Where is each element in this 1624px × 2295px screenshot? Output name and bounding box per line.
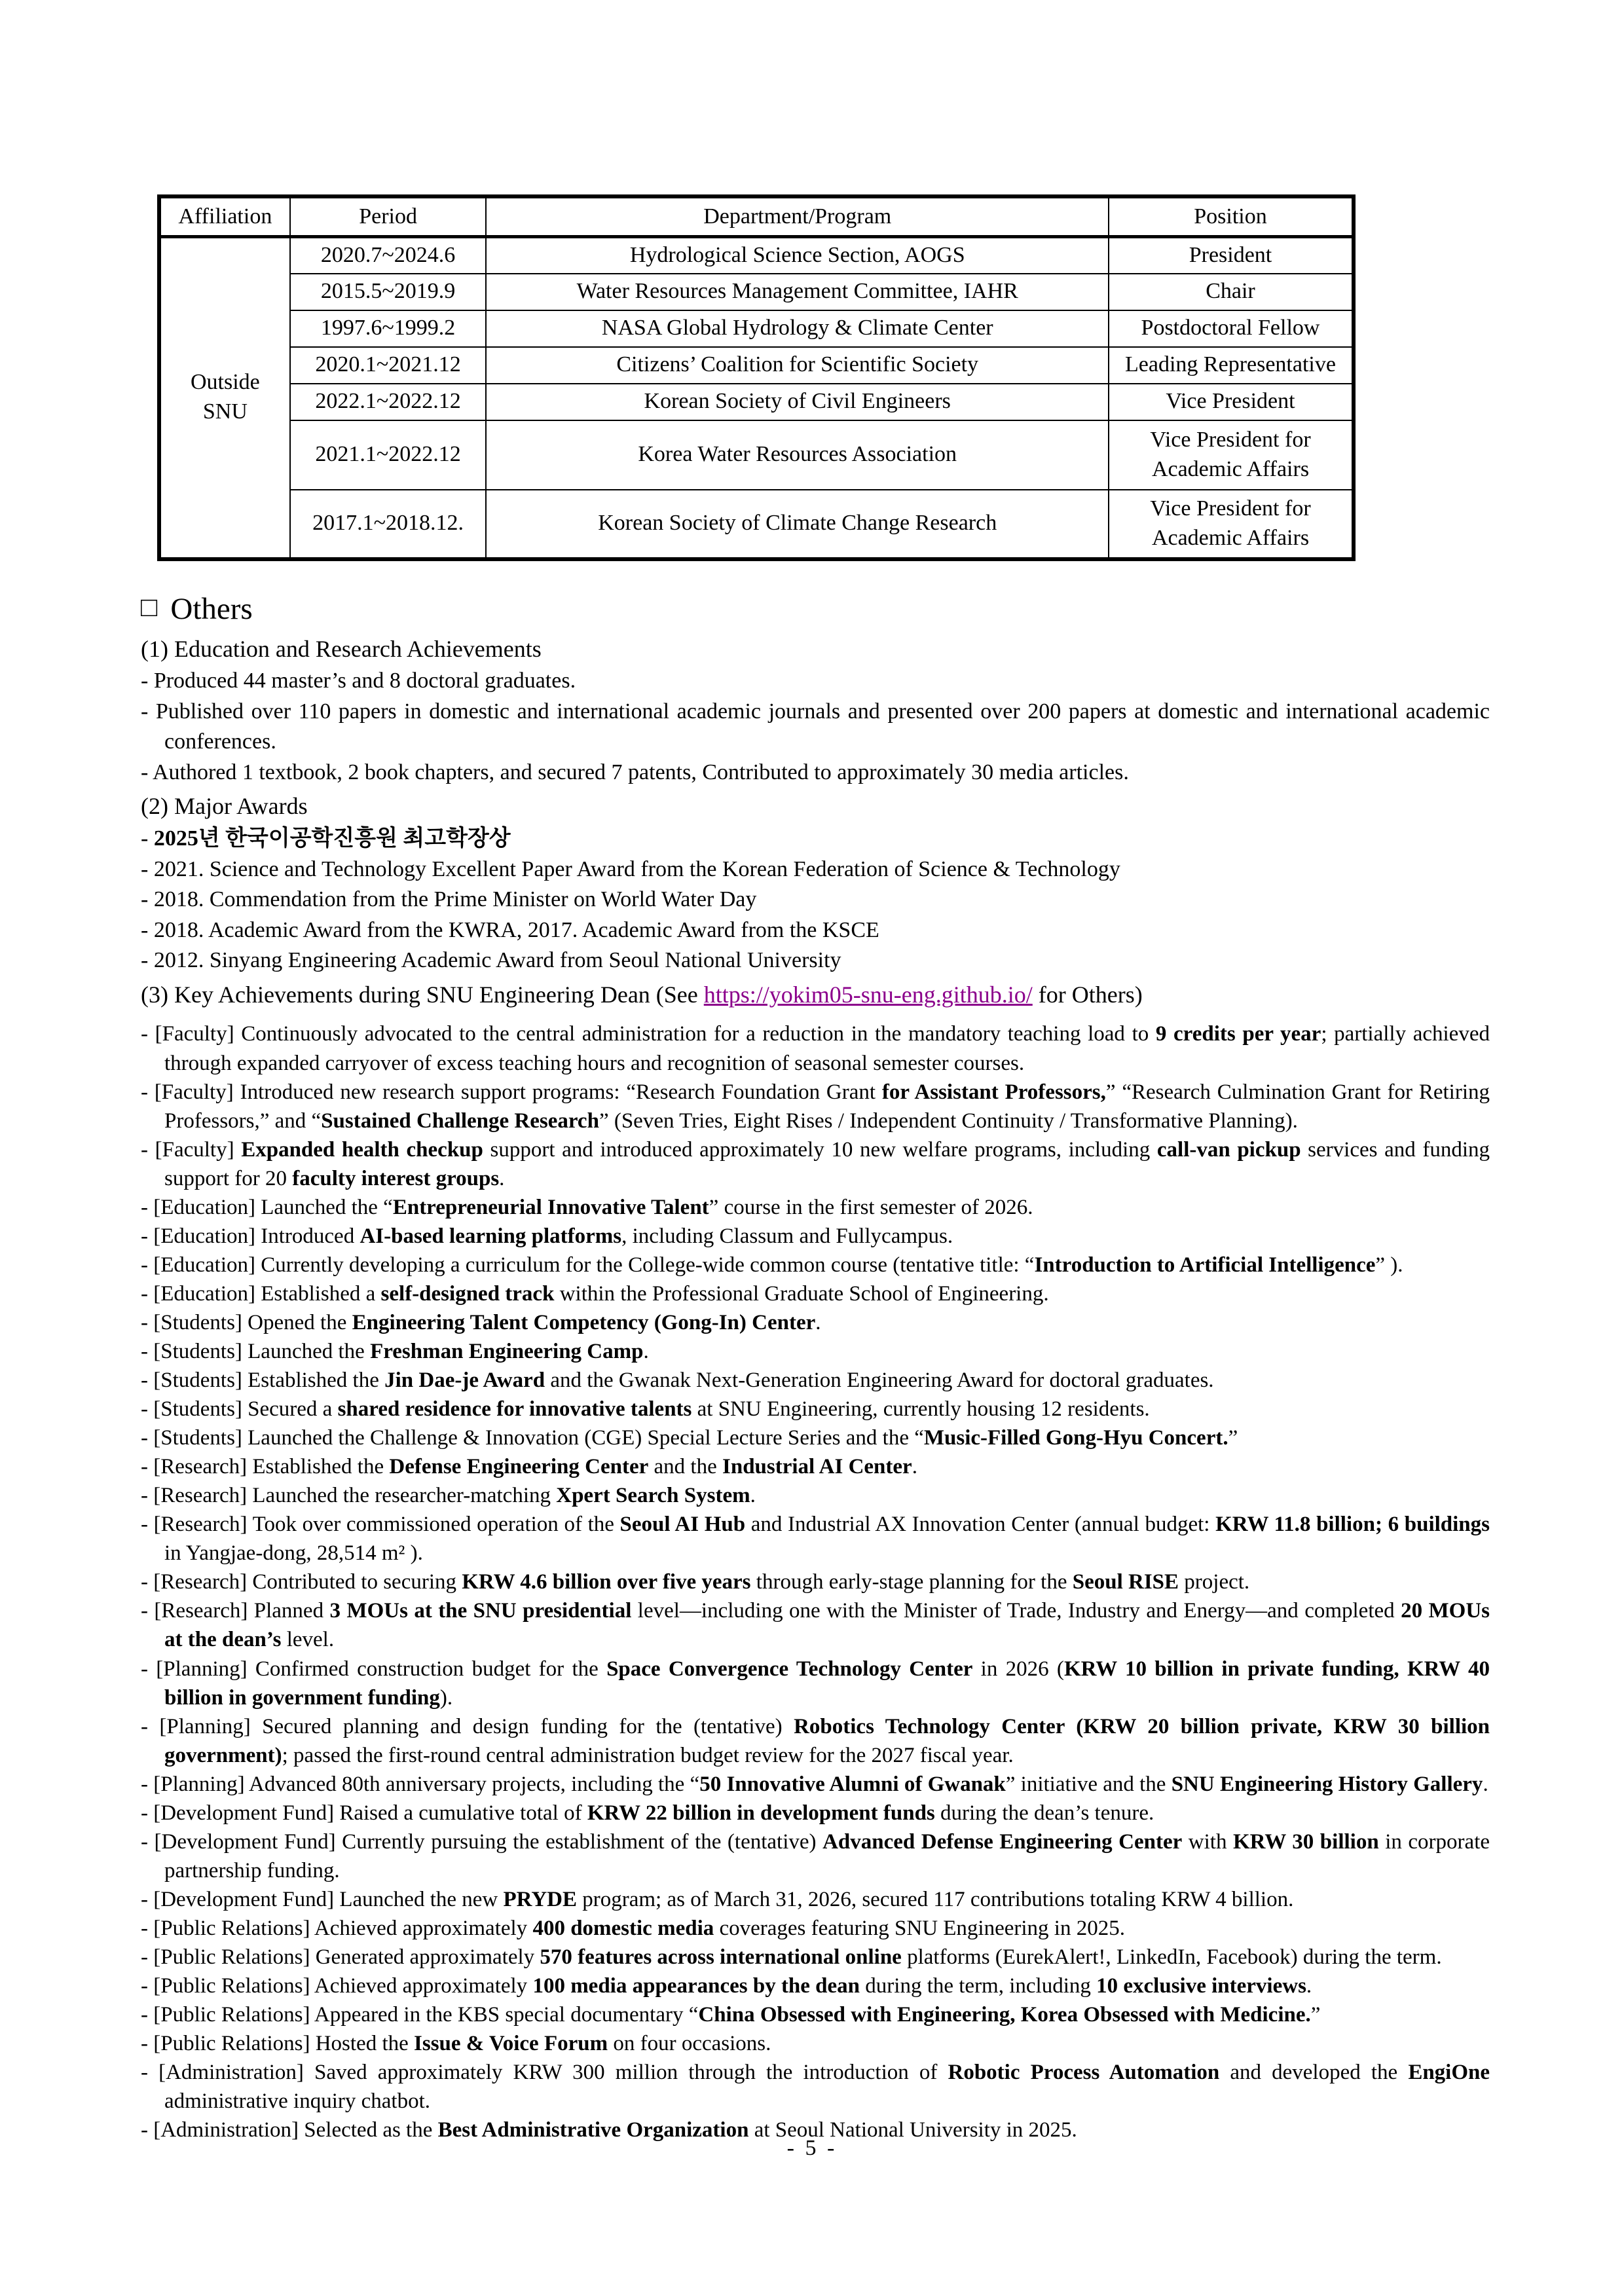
list-item: - Produced 44 master’s and 8 doctoral graduates. xyxy=(141,669,576,693)
table-header-row xyxy=(159,196,1354,237)
list-item: - [Planning] Advanced 80th anniversary projects, including the “50 Innovative Alumni of Gwanak” initiative and the SNU Engineering History Gallery. xyxy=(141,1772,1488,1796)
others-section-title xyxy=(141,591,1490,627)
table-row xyxy=(159,310,1354,347)
page-number: - 5 - xyxy=(786,2136,838,2160)
key-achievements-list xyxy=(141,1019,1490,2144)
list-item: - 2025년 한국이공학진흥원 최고학장상 xyxy=(141,826,511,851)
table-row xyxy=(159,237,1354,274)
col-header-position: Position xyxy=(1109,196,1354,237)
list-item: - [Public Relations] Generated approximately 570 features across international online platforms (EurekAlert!, LinkedIn, Facebook) during the term. xyxy=(141,1945,1442,1969)
checkbox-icon: □ xyxy=(141,592,158,623)
heading-major-awards: (2) Major Awards xyxy=(141,793,308,820)
col-header-department: Department/Program xyxy=(486,196,1109,237)
list-item: - Authored 1 textbook, 2 book chapters, and secured 7 patents, Contributed to approximately 30 media articles. xyxy=(141,760,1129,784)
list-item: - Published over 110 papers in domestic and international academic journals and presented over 200 papers at domestic and international academic conferences. xyxy=(141,699,1490,754)
position-cell: Vice President for Academic Affairs xyxy=(1109,420,1354,490)
achievements-link[interactable]: https://yokim05-snu-eng.github.io/ xyxy=(703,981,1033,1008)
others-title-label: Others xyxy=(170,591,253,626)
list-item: - [Education] Introduced AI-based learning platforms, including Classum and Fullycampus. xyxy=(141,1224,953,1248)
affiliation-line: Outside xyxy=(190,370,260,395)
list-item: - [Students] Established the Jin Dae-je Award and the Gwanak Next-Generation Engineering Award for doctoral graduates. xyxy=(141,1368,1214,1393)
department-cell: Hydrological Science Section, AOGS xyxy=(486,237,1109,274)
table-row xyxy=(159,420,1354,490)
list-item: - [Faculty] Introduced new research support programs: “Research Foundation Grant for Assistant Professors,” “Research Culmination Grant for Retiring Professors,” and “Sustained Challenge Research” (Seven Tries, Eight Rises / Independent Continuity / Transformative Planning). xyxy=(141,1080,1490,1133)
list-item: - [Development Fund] Currently pursuing the establishment of the (tentative) Advanced Defense Engineering Center with KRW 30 billion in corporate partnership funding. xyxy=(141,1829,1490,1882)
affiliation-cell xyxy=(159,237,290,559)
col-header-affiliation: Affiliation xyxy=(159,196,290,237)
table-row xyxy=(159,490,1354,559)
position-cell: Vice President xyxy=(1109,384,1354,420)
position-cell: Leading Representative xyxy=(1109,347,1354,384)
list-item: - [Public Relations] Achieved approximately 400 domestic media coverages featuring SNU Engineering in 2025. xyxy=(141,1916,1125,1940)
department-cell: Korea Water Resources Association xyxy=(486,420,1109,490)
list-item: - [Faculty] Continuously advocated to the central administration for a reduction in the mandatory teaching load to 9 credits per year; partially achieved through expanded carryover of excess teaching hours and recognition of seasonal semester courses. xyxy=(141,1022,1490,1075)
department-cell: Water Resources Management Committee, IAHR xyxy=(486,274,1109,310)
period-cell: 2015.5~2019.9 xyxy=(290,274,487,310)
list-item: - [Administration] Saved approximately KRW 300 million through the introduction of Robotic Process Automation and developed the EngiOne administrative inquiry chatbot. xyxy=(141,2061,1490,2114)
list-item: - [Research] Established the Defense Engineering Center and the Industrial AI Center. xyxy=(141,1455,917,1479)
education-research-list xyxy=(141,666,1490,788)
list-item: - [Development Fund] Raised a cumulative total of KRW 22 billion in development funds during the dean’s tenure. xyxy=(141,1801,1154,1825)
list-item: - [Students] Launched the Challenge & Innovation (CGE) Special Lecture Series and the “Music-Filled Gong-Hyu Concert.” xyxy=(141,1426,1238,1450)
affiliation-line: SNU xyxy=(202,399,248,424)
position-cell: Chair xyxy=(1109,274,1354,310)
list-item: - [Public Relations] Achieved approximately 100 media appearances by the dean during the term, including 10 exclusive interviews. xyxy=(141,1974,1312,1998)
heading-education-research: (1) Education and Research Achievements xyxy=(141,635,542,662)
period-cell: 2021.1~2022.12 xyxy=(290,420,487,490)
list-item: - [Public Relations] Appeared in the KBS special documentary “China Obsessed with Engineering, Korea Obsessed with Medicine.” xyxy=(141,2003,1321,2027)
heading-key-achievements xyxy=(141,979,1490,1011)
department-cell: Citizens’ Coalition for Scientific Society xyxy=(486,347,1109,384)
position-cell: Postdoctoral Fellow xyxy=(1109,310,1354,347)
table-row xyxy=(159,347,1354,384)
list-item: - [Students] Launched the Freshman Engineering Camp. xyxy=(141,1340,649,1363)
position-cell: President xyxy=(1109,237,1354,274)
col-header-period: Period xyxy=(290,196,487,237)
list-item: - [Students] Opened the Engineering Talent Competency (Gong-In) Center. xyxy=(141,1310,821,1334)
affiliation-table xyxy=(157,194,1356,561)
list-item: - [Planning] Secured planning and design funding for the (tentative) Robotics Technology Center (KRW 20 billion private, KRW 30 billion government); passed the first-round central administration budget review for the 2027 fiscal year. xyxy=(141,1714,1490,1767)
list-item: - [Students] Secured a shared residence for innovative talents at SNU Engineering, currently housing 12 residents. xyxy=(141,1397,1150,1422)
list-item: - [Administration] Selected as the Best Administrative Organization at Seoul National University in 2025. xyxy=(141,2118,1077,2142)
list-item: - 2021. Science and Technology Excellent Paper Award from the Korean Federation of Science & Technology xyxy=(141,856,1120,881)
list-item: - 2012. Sinyang Engineering Academic Award from Seoul National University xyxy=(141,948,841,973)
period-cell: 2022.1~2022.12 xyxy=(290,384,487,420)
list-item: - [Research] Contributed to securing KRW 4.6 billion over five years through early-stage planning for the Seoul RISE project. xyxy=(141,1570,1250,1594)
table-row xyxy=(159,384,1354,420)
period-cell: 2017.1~2018.12. xyxy=(290,490,487,559)
list-item: - [Education] Established a self-designed track within the Professional Graduate School of Engineering. xyxy=(141,1281,1049,1306)
list-item: - [Research] Took over commissioned operation of the Seoul AI Hub and Industrial AX Innovation Center (annual budget: KRW 11.8 billion; 6 buildings in Yangjae-dong, 28,514 m² ). xyxy=(141,1513,1490,1566)
list-item: - [Development Fund] Launched the new PRYDE program; as of March 31, 2026, secured 117 contributions totaling KRW 4 billion. xyxy=(141,1887,1294,1911)
list-item: - [Education] Currently developing a curriculum for the College-wide common course (tentative title: “Introduction to Artificial Intelligence” ). xyxy=(141,1253,1403,1277)
heading-key-achievements-prefix: (3) Key Achievements during SNU Engineering Dean (See xyxy=(141,981,704,1008)
list-item: - [Faculty] Expanded health checkup support and introduced approximately 10 new welfare programs, including call-van pickup services and funding support for 20 faculty interest groups. xyxy=(141,1137,1490,1190)
major-awards-list xyxy=(141,824,1490,976)
list-item: - [Research] Planned 3 MOUs at the SNU presidential level—including one with the Minister of Trade, Industry and Energy—and completed 20 MOUs at the dean’s level. xyxy=(141,1599,1490,1652)
department-cell: Korean Society of Climate Change Research xyxy=(486,490,1109,559)
list-item: - [Research] Launched the researcher-matching Xpert Search System. xyxy=(141,1484,756,1508)
period-cell: 2020.1~2021.12 xyxy=(290,347,487,384)
list-item: - 2018. Commendation from the Prime Minister on World Water Day xyxy=(141,887,757,912)
heading-key-achievements-suffix: for Others) xyxy=(1032,981,1143,1008)
list-item: - [Education] Launched the “Entrepreneurial Innovative Talent” course in the first semester of 2026. xyxy=(141,1195,1033,1219)
department-cell: NASA Global Hydrology & Climate Center xyxy=(486,310,1109,347)
department-cell: Korean Society of Civil Engineers xyxy=(486,384,1109,420)
list-item: - [Public Relations] Hosted the Issue & Voice Forum on four occasions. xyxy=(141,2032,771,2056)
period-cell: 2020.7~2024.6 xyxy=(290,237,487,274)
list-item: - [Planning] Confirmed construction budget for the Space Convergence Technology Center in 2026 (KRW 10 billion in private funding, KRW 40 billion in government funding). xyxy=(141,1657,1490,1710)
period-cell: 1997.6~1999.2 xyxy=(290,310,487,347)
list-item: - 2018. Academic Award from the KWRA, 2017. Academic Award from the KSCE xyxy=(141,917,879,942)
position-cell: Vice President for Academic Affairs xyxy=(1109,490,1354,559)
table-row xyxy=(159,274,1354,310)
